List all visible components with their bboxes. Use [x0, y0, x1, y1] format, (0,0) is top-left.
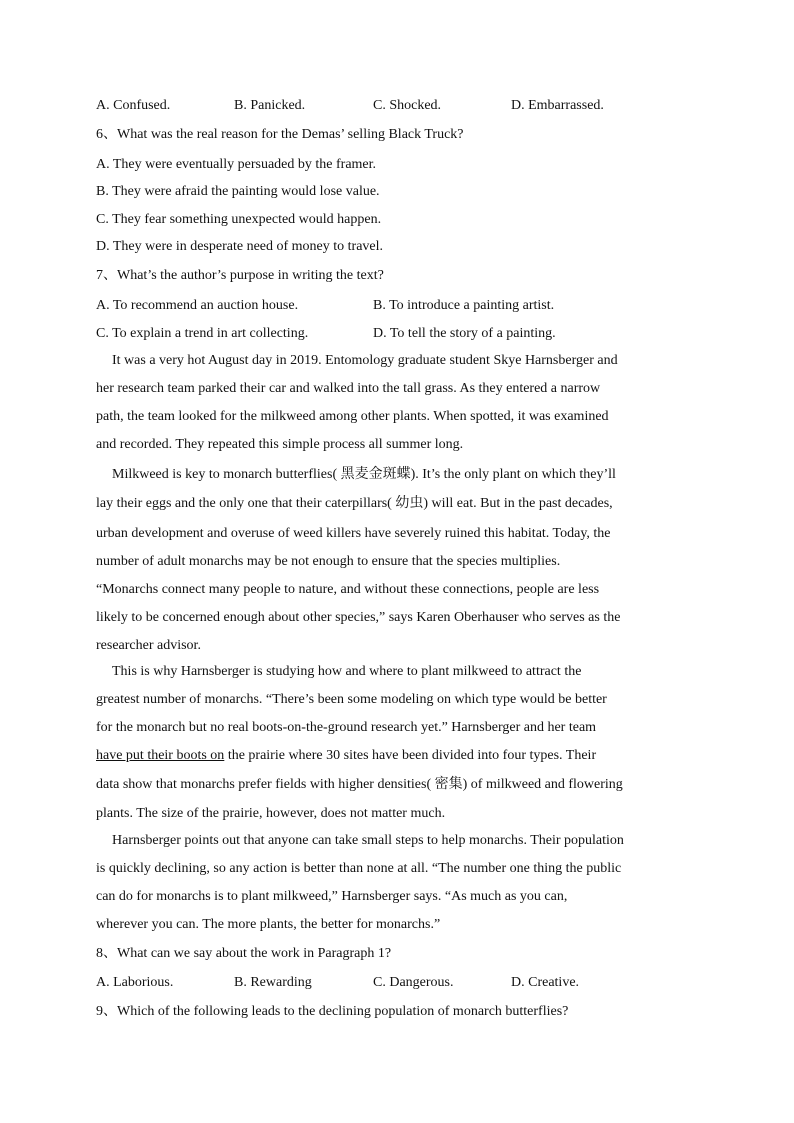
passage-line: lay their eggs and the only one that their caterpillars( 幼虫) will eat. But in the past decades,: [96, 496, 613, 511]
q6-option-d: D. They were in desperate need of money to travel.: [96, 239, 384, 254]
passage-line: [96, 742, 696, 770]
passage-line: is quickly declining, so any action is better than none at all. “The number one thing the public: [96, 861, 622, 876]
q5-option-a: A. Confused.: [96, 98, 171, 113]
q7-option-b: B. To introduce a painting artist.: [373, 298, 555, 313]
passage-line: path, the team looked for the milkweed among other plants. When spotted, it was examined: [96, 409, 609, 424]
passage-paragraph-4: [96, 827, 696, 939]
q5-option-b: B. Panicked.: [234, 98, 306, 113]
passage-line: It was a very hot August day in 2019. Entomology graduate student Skye Harnsberger and: [112, 353, 618, 368]
passage-line: can do for monarchs is to plant milkweed,” Harnsberger says. “As much as you can,: [96, 889, 568, 904]
q7-option-a: A. To recommend an auction house.: [96, 298, 299, 313]
passage-line: Harnsberger points out that anyone can take small steps to help monarchs. Their population: [112, 833, 624, 848]
q8-option-b: B. Rewarding: [234, 975, 312, 990]
passage-paragraph-2: [96, 461, 696, 660]
passage-line: her research team parked their car and walked into the tall grass. As they entered a narrow: [96, 381, 601, 396]
q8-option-d: D. Creative.: [511, 975, 580, 990]
passage-line: number of adult monarchs may be not enough to ensure that the species multiplies.: [96, 554, 561, 569]
q6-question: 6、What was the real reason for the Demas’ selling Black Truck?: [96, 127, 464, 142]
passage-line: and recorded. They repeated this simple process all summer long.: [96, 437, 464, 452]
passage-line: wherever you can. The more plants, the better for monarchs.”: [96, 917, 441, 932]
passage-line: greatest number of monarchs. “There’s been some modeling on which type would be better: [96, 692, 607, 707]
passage-line: This is why Harnsberger is studying how and where to plant milkweed to attract the: [112, 664, 582, 679]
q6-option-a: A. They were eventually persuaded by the framer.: [96, 157, 377, 172]
passage-paragraph-3: [96, 658, 696, 828]
q9-question: 9、Which of the following leads to the declining population of monarch butterflies?: [96, 1004, 569, 1019]
q7-option-d: D. To tell the story of a painting.: [373, 326, 556, 341]
passage-line: Milkweed is key to monarch butterflies( 黑麦金斑蝶). It’s the only plant on which they’ll: [112, 467, 616, 482]
q7-question: 7、What’s the author’s purpose in writing the text?: [96, 268, 384, 283]
passage-line: researcher advisor.: [96, 638, 201, 653]
q8-option-a: A. Laborious.: [96, 975, 174, 990]
passage-paragraph-1: [96, 347, 696, 459]
q6-option-c: C. They fear something unexpected would happen.: [96, 212, 382, 227]
passage-line: “Monarchs connect many people to nature, and without these connections, people are less: [96, 582, 600, 597]
q8-option-c: C. Dangerous.: [373, 975, 454, 990]
passage-line: urban development and overuse of weed killers have severely ruined this habitat. Today, the: [96, 526, 611, 541]
passage-line: data show that monarchs prefer fields with higher densities( 密集) of milkweed and flowering: [96, 777, 623, 792]
passage-line: plants. The size of the prairie, however, does not matter much.: [96, 806, 446, 821]
q6-option-b: B. They were afraid the painting would lose value.: [96, 184, 380, 199]
underlined-phrase: have put their boots on: [96, 748, 225, 763]
q5-option-c: C. Shocked.: [373, 98, 442, 113]
passage-line: likely to be concerned enough about other species,” says Karen Oberhauser who serves as the: [96, 610, 621, 625]
q8-question: 8、What can we say about the work in Paragraph 1?: [96, 946, 392, 961]
q7-option-c: C. To explain a trend in art collecting.: [96, 326, 309, 341]
q5-option-d: D. Embarrassed.: [511, 98, 604, 113]
passage-line-rest: the prairie where 30 sites have been divided into four types. Their: [224, 748, 597, 763]
passage-line: for the monarch but no real boots-on-the-ground research yet.” Harnsberger and her team: [96, 720, 597, 735]
